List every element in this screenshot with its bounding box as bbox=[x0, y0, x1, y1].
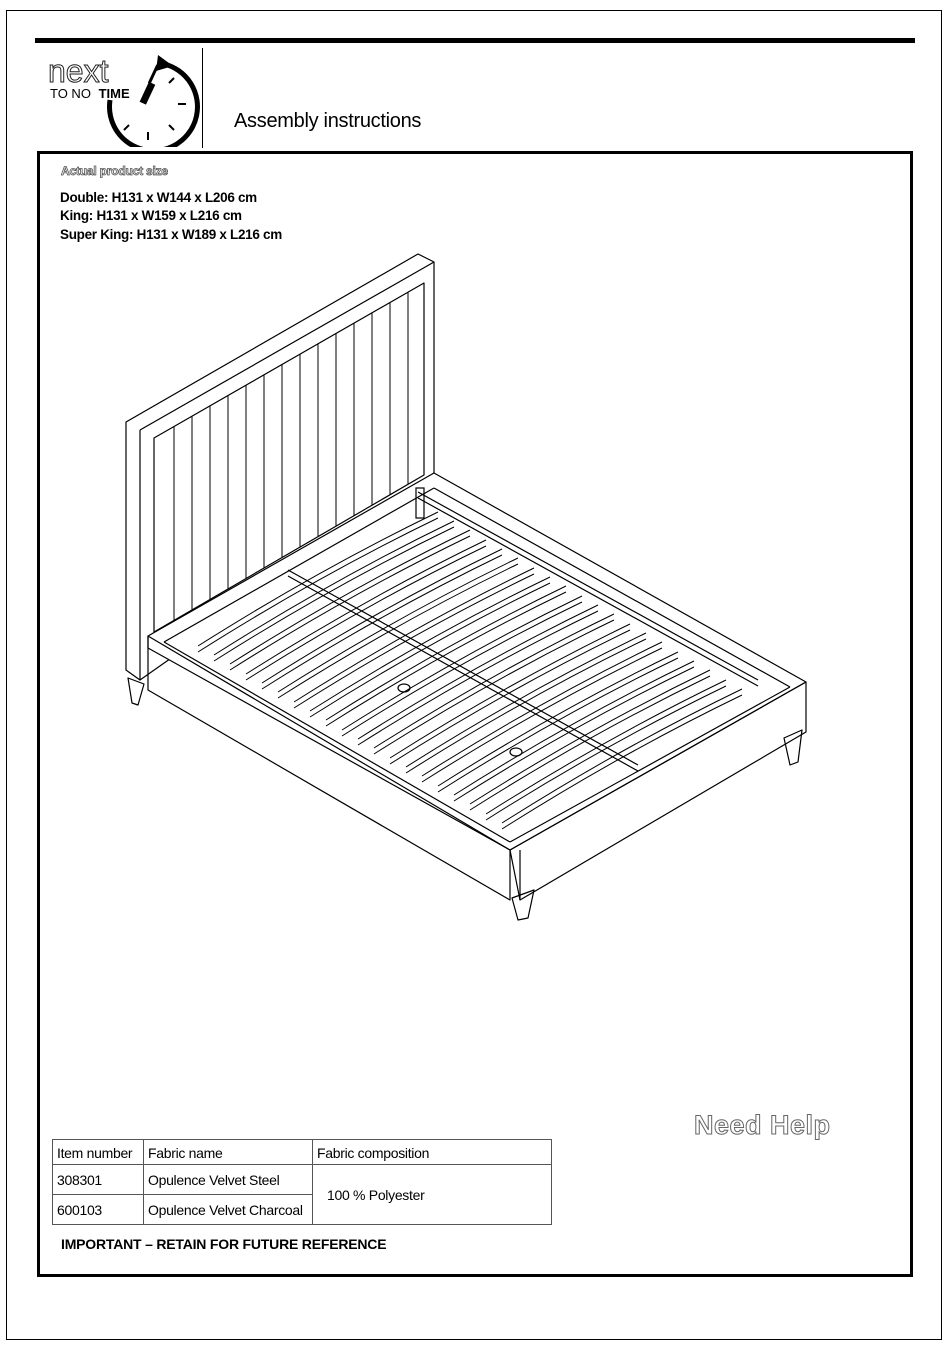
fabric-name-cell: Opulence Velvet Charcoal bbox=[144, 1195, 313, 1225]
item-number-cell: 308301 bbox=[53, 1165, 144, 1195]
table-header-row bbox=[53, 1140, 552, 1165]
product-table bbox=[52, 1139, 552, 1225]
logo-tagline-prefix: TO NO bbox=[50, 86, 91, 101]
item-number-cell: 600103 bbox=[53, 1195, 144, 1225]
table-row bbox=[53, 1165, 552, 1195]
size-double: Double: H131 x W144 x L206 cm bbox=[60, 190, 257, 205]
logo-divider bbox=[202, 48, 203, 148]
size-super-king: Super King: H131 x W189 x L216 cm bbox=[60, 227, 282, 242]
brand-logo bbox=[46, 52, 206, 147]
page-title: Assembly instructions bbox=[234, 110, 422, 132]
logo-tagline-bold: TIME bbox=[98, 86, 130, 101]
fabric-composition-cell: 100 % Polyester bbox=[313, 1165, 552, 1225]
fabric-name-cell: Opulence Velvet Steel bbox=[144, 1165, 313, 1195]
size-heading: Actual product size bbox=[61, 164, 168, 178]
bed-illustration bbox=[118, 250, 818, 930]
header-fabric-composition: Fabric composition bbox=[313, 1140, 552, 1165]
need-help-label: Need Help bbox=[694, 1110, 831, 1140]
size-king: King: H131 x W159 x L216 cm bbox=[60, 208, 242, 223]
svg-text:TO NO TIME bbox=[50, 86, 130, 101]
important-notice: IMPORTANT – RETAIN FOR FUTURE REFERENCE bbox=[61, 1236, 387, 1252]
header-rule bbox=[35, 38, 915, 43]
stopwatch-icon bbox=[46, 52, 206, 147]
header-fabric-name: Fabric name bbox=[144, 1140, 313, 1165]
logo-word: next bbox=[48, 53, 109, 89]
header-item-number: Item number bbox=[53, 1140, 144, 1165]
